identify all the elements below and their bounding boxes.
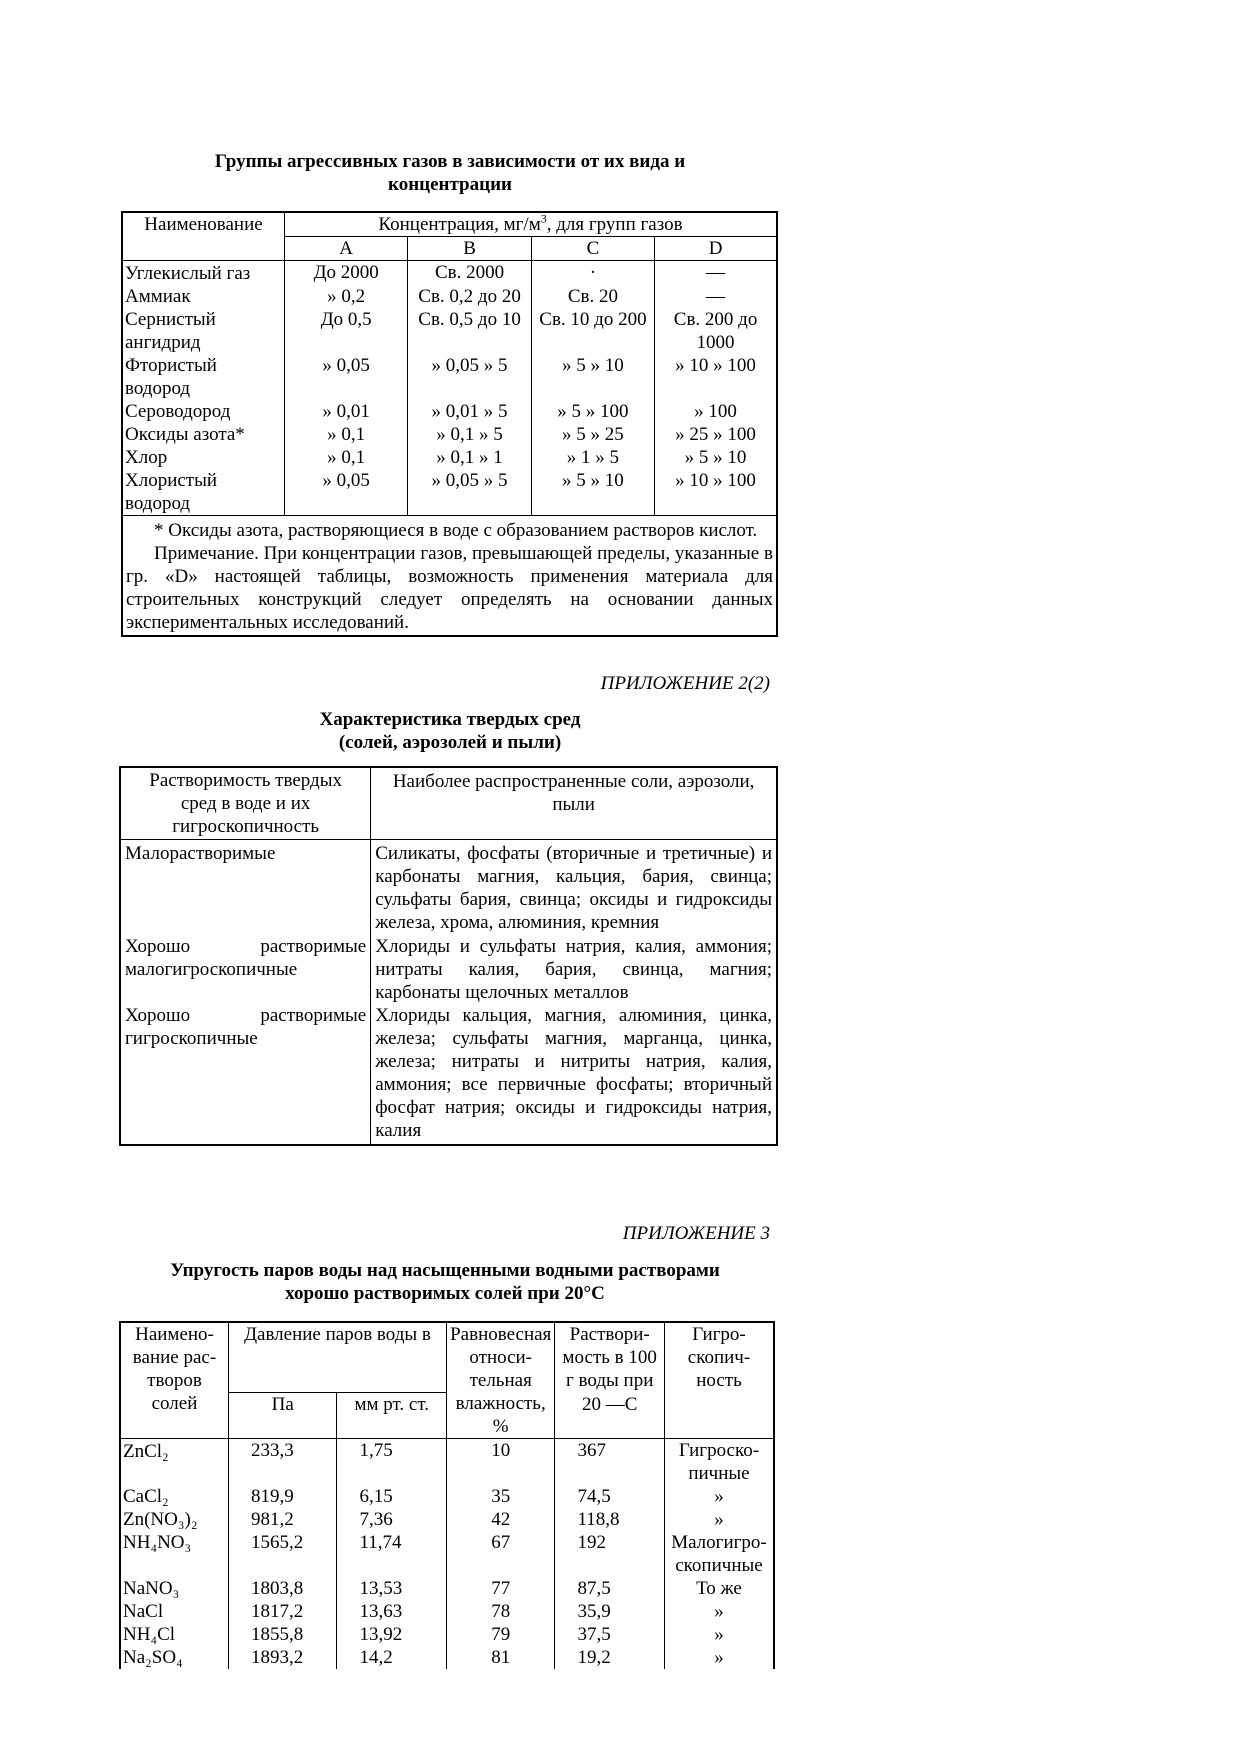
salt-name: NaCl (120, 1600, 228, 1623)
humidity-value: 42 (446, 1508, 554, 1531)
table-row (122, 354, 777, 400)
humidity-value: 67 (446, 1531, 554, 1577)
hygroscopicity-value: » (664, 1623, 774, 1646)
hygroscopicity-value: То же (664, 1577, 774, 1600)
group-d-value: » 25 » 100 (655, 423, 777, 446)
solid-media-title-line2: (солей, аэрозолей и пыли) (338, 732, 562, 753)
group-a-value: » 0,2 (284, 285, 407, 308)
header-salts: Наиболее распространенные соли, аэрозоли, пыли (371, 767, 777, 840)
group-c-value: » 5 » 10 (531, 469, 654, 516)
hygroscopicity-value: » (664, 1600, 774, 1623)
group-c-value: Св. 20 (531, 285, 654, 308)
header-group-c: C (531, 237, 654, 261)
solubility-value: 35,9 (555, 1600, 665, 1623)
header-group-b: B (408, 237, 531, 261)
table-notes-row (122, 516, 777, 637)
group-a-value: » 0,01 (284, 400, 407, 423)
group-a-value: » 0,05 (284, 354, 407, 400)
group-d-value: Св. 200 до 1000 (655, 308, 777, 354)
group-a-value: » 0,1 (284, 446, 407, 469)
salts-cell: Хлориды кальция, магния, алюминия, цинка, железа; сульфаты магния, марганца, цинка, железа; нитраты и нитриты натрия, калия, аммония; все первичные фосфаты; вторичный фосфат натрия; оксиды и гидроксиды натрия, калия (371, 1004, 777, 1145)
gas-name: Сероводород (122, 400, 284, 423)
table-row (122, 261, 777, 286)
group-b-value: » 0,1 » 5 (408, 423, 531, 446)
salt-name: CaCl₂ (120, 1485, 228, 1508)
header-concentration: Концентрация, $мг/м^3$, для групп газов (284, 212, 777, 237)
table-row (122, 400, 777, 423)
group-d-value: — (655, 261, 777, 286)
salt-name: NaNO₃ (120, 1577, 228, 1600)
group-b-value: Св. 0,2 до 20 (408, 285, 531, 308)
hygroscopicity-value: » (664, 1508, 774, 1531)
table-row (122, 446, 777, 469)
group-d-value: » 100 (655, 400, 777, 423)
table-header-row (120, 767, 777, 840)
solid-media-title-line1: Характеристика твердых сред (319, 709, 581, 730)
hygroscopicity-value: Гигроско-пичные (664, 1439, 774, 1486)
solid-media-title (120, 708, 780, 754)
table-header-row (122, 212, 777, 237)
pressure-mmhg: 13,53 (337, 1577, 447, 1600)
gas-groups-title (120, 150, 780, 196)
vapor-pressure-title (110, 1259, 780, 1305)
solubility-value: 19,2 (555, 1646, 665, 1669)
table-row (120, 934, 777, 1004)
header-mmhg: мм рт. ст. (337, 1393, 447, 1439)
group-a-value: » 0,1 (284, 423, 407, 446)
gas-name: Углекислый газ (122, 261, 284, 286)
group-a-value: До 2000 (284, 261, 407, 286)
solubility-cell: Хорошо растворимые малогигроскопичные (120, 934, 371, 1004)
table-row (120, 1485, 774, 1508)
group-d-value: » 10 » 100 (655, 469, 777, 516)
gas-name: Хлор (122, 446, 284, 469)
salt-name: Zn(NO₃)₂ (120, 1508, 228, 1531)
table-row (120, 1508, 774, 1531)
appendix-2-2-label: ПРИЛОЖЕНИЕ 2(2) (600, 673, 770, 694)
salt-name: ZnCl₂ (120, 1439, 228, 1486)
vapor-pressure-title-line1: Упругость паров воды над насыщенными водными растворами (170, 1260, 720, 1281)
humidity-value: 35 (446, 1485, 554, 1508)
vapor-pressure-table (119, 1321, 775, 1669)
pressure-mmhg: 1,75 (337, 1439, 447, 1486)
pressure-pa: 233,3 (228, 1439, 336, 1486)
header-hygroscopicity: Гигро-скопич-ность (664, 1322, 774, 1439)
header-solubility: Растворимость твердых сред в воде и их гигроскопичность (120, 767, 371, 840)
header-pa: Па (228, 1393, 336, 1439)
group-b-value: Св. 2000 (408, 261, 531, 286)
header-pressure: Давление паров воды в (228, 1322, 446, 1393)
group-c-value: » 5 » 100 (531, 400, 654, 423)
header-solubility-temp: 20 —С (555, 1393, 665, 1439)
hygroscopicity-value: Малогигро-скопичные (664, 1531, 774, 1577)
solubility-value: 367 (555, 1439, 665, 1486)
solubility-value: 192 (555, 1531, 665, 1577)
pressure-pa: 819,9 (228, 1485, 336, 1508)
group-c-value: » 5 » 10 (531, 354, 654, 400)
table-row (120, 1531, 774, 1577)
group-d-value: — (655, 285, 777, 308)
header-group-d: D (655, 237, 777, 261)
salt-name: NH₄Cl (120, 1623, 228, 1646)
pressure-pa: 981,2 (228, 1508, 336, 1531)
table-note: Примечание. При концентрации газов, превышающей пределы, указанные в гр. «D» настоящей таблицы, возможность применения материала для строительных конструкций следует определять на основании данных экспериментальных исследований. (126, 543, 773, 633)
gas-name: Фтористый водород (122, 354, 284, 400)
solid-media-table (119, 766, 778, 1146)
pressure-pa: 1855,8 (228, 1623, 336, 1646)
table-row (122, 308, 777, 354)
humidity-value: 81 (446, 1646, 554, 1669)
appendix-3-label: ПРИЛОЖЕНИЕ 3 (622, 1223, 770, 1244)
header-group-a: A (284, 237, 407, 261)
table-notes (122, 516, 777, 637)
salts-cell: Хлориды и сульфаты натрия, калия, аммония; нитраты калия, бария, свинца, магния; карбонаты щелочных металлов (371, 934, 777, 1004)
gas-name: Аммиак (122, 285, 284, 308)
gas-name: Оксиды азота* (122, 423, 284, 446)
gas-groups-table (121, 211, 778, 637)
group-b-value: » 0,05 » 5 (408, 354, 531, 400)
table-row (120, 840, 777, 935)
gas-name: Хлористый водород (122, 469, 284, 516)
table-row (120, 1439, 774, 1486)
pressure-pa: 1565,2 (228, 1531, 336, 1577)
group-d-value: » 10 » 100 (655, 354, 777, 400)
solubility-value: 87,5 (555, 1577, 665, 1600)
gas-groups-title-line1: Группы агрессивных газов в зависимости от их вида и (214, 151, 686, 172)
table-row (122, 423, 777, 446)
table-header-row (120, 1322, 774, 1393)
group-d-value: » 5 » 10 (655, 446, 777, 469)
salt-name: NH₄NO₃ (120, 1531, 228, 1577)
pressure-mmhg: 14,2 (337, 1646, 447, 1669)
vapor-pressure-title-line2: хорошо растворимых солей при 20°С (285, 1283, 605, 1304)
group-b-value: Св. 0,5 до 10 (408, 308, 531, 354)
humidity-value: 10 (446, 1439, 554, 1486)
hygroscopicity-value: » (664, 1485, 774, 1508)
gas-name: Сернистый ангидрид (122, 308, 284, 354)
header-humidity: Равновесная относи-тельная влажность, % (446, 1322, 554, 1439)
humidity-value: 78 (446, 1600, 554, 1623)
pressure-mmhg: 13,92 (337, 1623, 447, 1646)
table-row (120, 1600, 774, 1623)
header-salt-name: Наимено-вание рас-творов солей (120, 1322, 228, 1439)
pressure-mmhg: 13,63 (337, 1600, 447, 1623)
pressure-mmhg: 11,74 (337, 1531, 447, 1577)
group-c-value: » 5 » 25 (531, 423, 654, 446)
solubility-value: 37,5 (555, 1623, 665, 1646)
solubility-value: 118,8 (555, 1508, 665, 1531)
salts-cell: Силикаты, фосфаты (вторичные и третичные) и карбонаты магния, кальция, бария, свинца; сульфаты бария, свинца; оксиды и гидроксиды железа, хрома, алюминия, кремния (371, 840, 777, 935)
header-solubility: Раствори-мость в 100 г воды при (555, 1322, 665, 1393)
table-row (122, 469, 777, 516)
table-row (122, 285, 777, 308)
salt-name: Na₂SO₄ (120, 1646, 228, 1669)
header-name: Наименование (122, 212, 284, 261)
humidity-value: 79 (446, 1623, 554, 1646)
group-c-value: Св. 10 до 200 (531, 308, 654, 354)
group-a-value: До 0,5 (284, 308, 407, 354)
group-a-value: » 0,05 (284, 469, 407, 516)
group-b-value: » 0,01 » 5 (408, 400, 531, 423)
table-row (120, 1623, 774, 1646)
pressure-pa: 1817,2 (228, 1600, 336, 1623)
footnote: * Оксиды азота, растворяющиеся в воде с образованием растворов кислот. (154, 520, 758, 541)
group-b-value: » 0,1 » 1 (408, 446, 531, 469)
table-row (120, 1646, 774, 1669)
pressure-pa: 1803,8 (228, 1577, 336, 1600)
solubility-cell: Малорастворимые (120, 840, 371, 935)
group-b-value: » 0,05 » 5 (408, 469, 531, 516)
group-c-value: · (531, 261, 654, 286)
pressure-mmhg: 7,36 (337, 1508, 447, 1531)
humidity-value: 77 (446, 1577, 554, 1600)
table-row (120, 1004, 777, 1145)
hygroscopicity-value: » (664, 1646, 774, 1669)
gas-groups-title-line2: концентрации (388, 174, 512, 195)
solubility-cell: Хорошо растворимые гигроскопичные (120, 1004, 371, 1145)
pressure-mmhg: 6,15 (337, 1485, 447, 1508)
pressure-pa: 1893,2 (228, 1646, 336, 1669)
table-row (120, 1577, 774, 1600)
solubility-value: 74,5 (555, 1485, 665, 1508)
group-c-value: » 1 » 5 (531, 446, 654, 469)
